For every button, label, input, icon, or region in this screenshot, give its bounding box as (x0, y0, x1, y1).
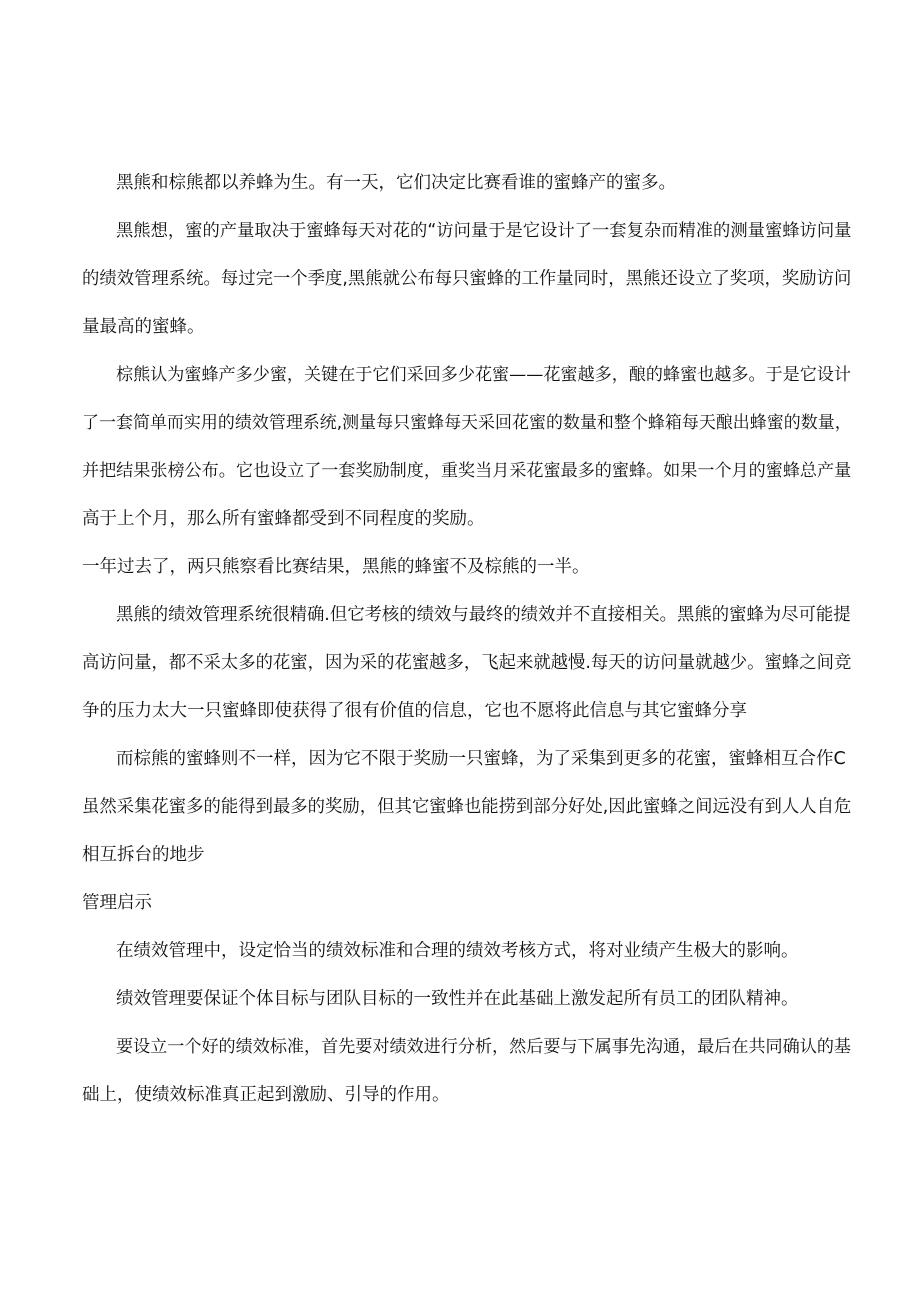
section-heading: 管理启示 (82, 893, 152, 913)
paragraph-3-line-4: 高于上个月，那么所有蜜蜂都受到不同程度的奖励。 (82, 509, 485, 529)
paragraph-5-line-3: 争的压力太大一只蜜蜂即使获得了很有价值的信息，它也不愿将此信息与其它蜜蜂分享 (82, 701, 747, 721)
insight-3-line-2: 础上，使绩效标准真正起到激励、引导的作用。 (82, 1085, 450, 1105)
paragraph-1-line-1: 黑熊和棕熊都以养蜂为生。有一天，它们决定比赛看谁的蜜蜂产的蜜多。 (116, 173, 676, 193)
insight-2-line-1: 绩效管理要保证个体目标与团队目标的一致性并在此基础上激发起所有员工的团队精神。 (116, 989, 799, 1009)
paragraph-6-line-3: 相互拆台的地步 (82, 845, 205, 865)
paragraph-6-line-1: 而棕熊的蜜蜂则不一样，因为它不限于奖励一只蜜蜂，为了采集到更多的花蜜，蜜蜂相互合作C (116, 749, 846, 769)
paragraph-2-line-2: 的绩效管理系统。每过完一个季度,黑熊就公布每只蜜蜂的工作量同时，黑熊还设立了奖项，奖励访问 (82, 269, 852, 289)
paragraph-4-line-1: 一年过去了，两只熊察看比赛结果，黑熊的蜂蜜不及棕熊的一半。 (82, 557, 590, 577)
paragraph-3-line-2: 了一套简单而实用的绩效管理系统,测量每只蜜蜂每天采回花蜜的数量和整个蜂箱每天酿出蜂蜜的数量， (82, 413, 852, 433)
paragraph-2-line-1: 黑熊想，蜜的产量取决于蜜蜂每天对花的“访问量于是它设计了一套复杂而精准的测量蜜蜂访问量 (116, 221, 852, 241)
insight-1-line-1: 在绩效管理中，设定恰当的绩效标准和合理的绩效考核方式，将对业绩产生极大的影响。 (116, 941, 799, 961)
insight-3-line-1: 要设立一个好的绩效标准，首先要对绩效进行分析，然后要与下属事先沟通，最后在共同确认的基 (116, 1037, 852, 1057)
paragraph-3-line-1: 棕熊认为蜜蜂产多少蜜，关键在于它们采回多少花蜜——花蜜越多，酿的蜂蜜也越多。于是它设计 (116, 365, 852, 385)
paragraph-5-line-2: 高访问量，都不采太多的花蜜，因为采的花蜜越多，飞起来就越慢.每天的访问量就越少。蜜蜂之间竞 (82, 653, 852, 673)
paragraph-3-line-3: 并把结果张榜公布。它也设立了一套奖励制度，重奖当月采花蜜最多的蜜蜂。如果一个月的蜜蜂总产量 (82, 461, 852, 481)
paragraph-6-line-2: 虽然采集花蜜多的能得到最多的奖励，但其它蜜蜂也能捞到部分好处,因此蜜蜂之间远没有到人人自危 (82, 797, 852, 817)
paragraph-5-line-1: 黑熊的绩效管理系统很精确.但它考核的绩效与最终的绩效并不直接相关。黑熊的蜜蜂为尽可能提 (116, 605, 851, 625)
paragraph-2-line-3: 量最高的蜜蜂。 (82, 317, 205, 337)
